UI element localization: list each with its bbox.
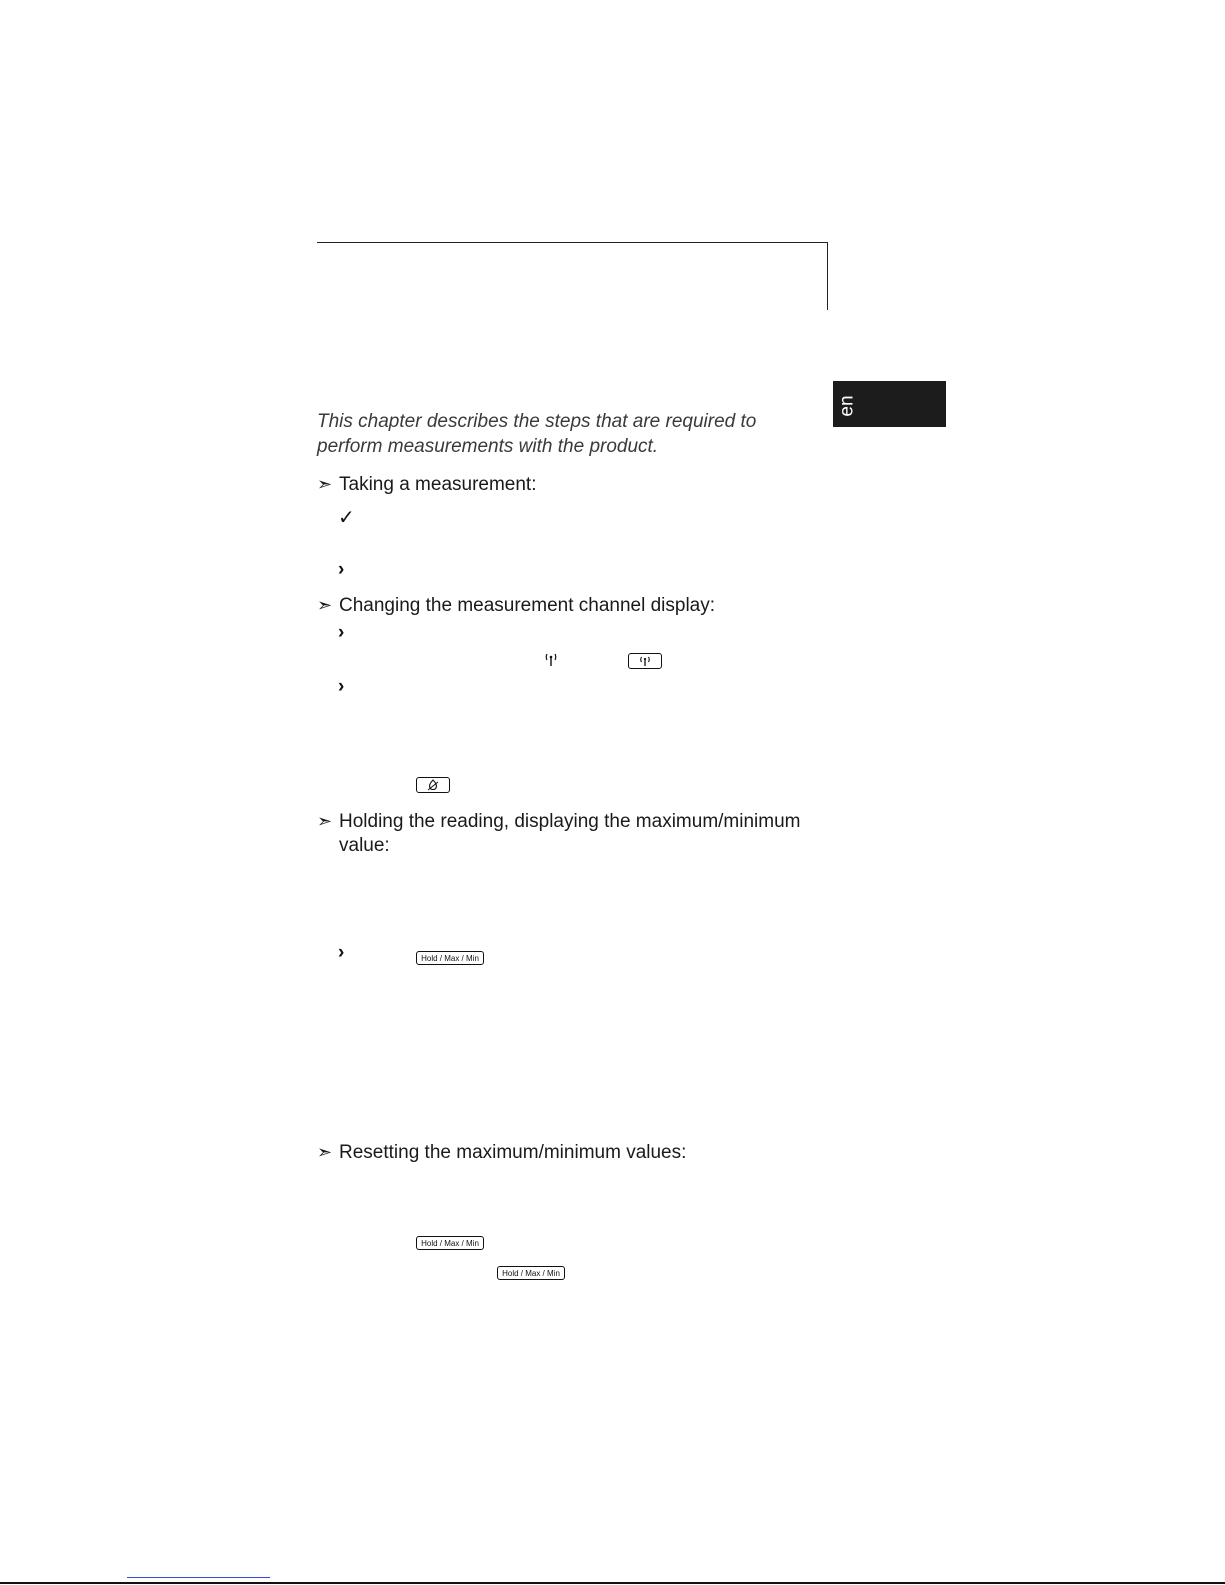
step-icon: › (338, 622, 345, 643)
hold-max-min-key: Hold / Max / Min (497, 1266, 565, 1280)
header-rule (317, 242, 828, 243)
heading-changing-channel: ➣ Changing the measurement channel display: (317, 595, 716, 616)
step-icon: › (338, 676, 345, 697)
radio-antenna-icon (544, 651, 558, 667)
header-rule-vertical (827, 242, 828, 310)
check-icon: ✓ (338, 507, 355, 529)
heading-arrow-icon: ➣ (317, 811, 333, 831)
heading-resetting-values: ➣ Resetting the maximum/minimum values: (317, 1142, 687, 1163)
language-tab (833, 381, 946, 427)
heading-arrow-icon: ➣ (317, 1142, 333, 1162)
heading-taking-measurement: ➣ Taking a measurement: (317, 474, 537, 495)
chapter-intro: This chapter describes the steps that are required to perform measurements with the product. (317, 411, 757, 457)
language-tab-label: en (836, 395, 858, 417)
radio-antenna-key-icon (628, 653, 662, 669)
bottom-link-rule (127, 1577, 270, 1578)
heading-arrow-icon: ➣ (317, 595, 333, 615)
probe-key-icon (416, 777, 450, 793)
heading-holding-reading: ➣ Holding the reading, displaying the maximum/minimum value: (317, 811, 801, 856)
step-icon: › (338, 942, 345, 963)
step-icon: › (338, 559, 345, 580)
hold-max-min-key: Hold / Max / Min (416, 1236, 484, 1250)
footer-rule (0, 1582, 1225, 1584)
heading-arrow-icon: ➣ (317, 474, 333, 494)
hold-max-min-key: Hold / Max / Min (416, 951, 484, 965)
